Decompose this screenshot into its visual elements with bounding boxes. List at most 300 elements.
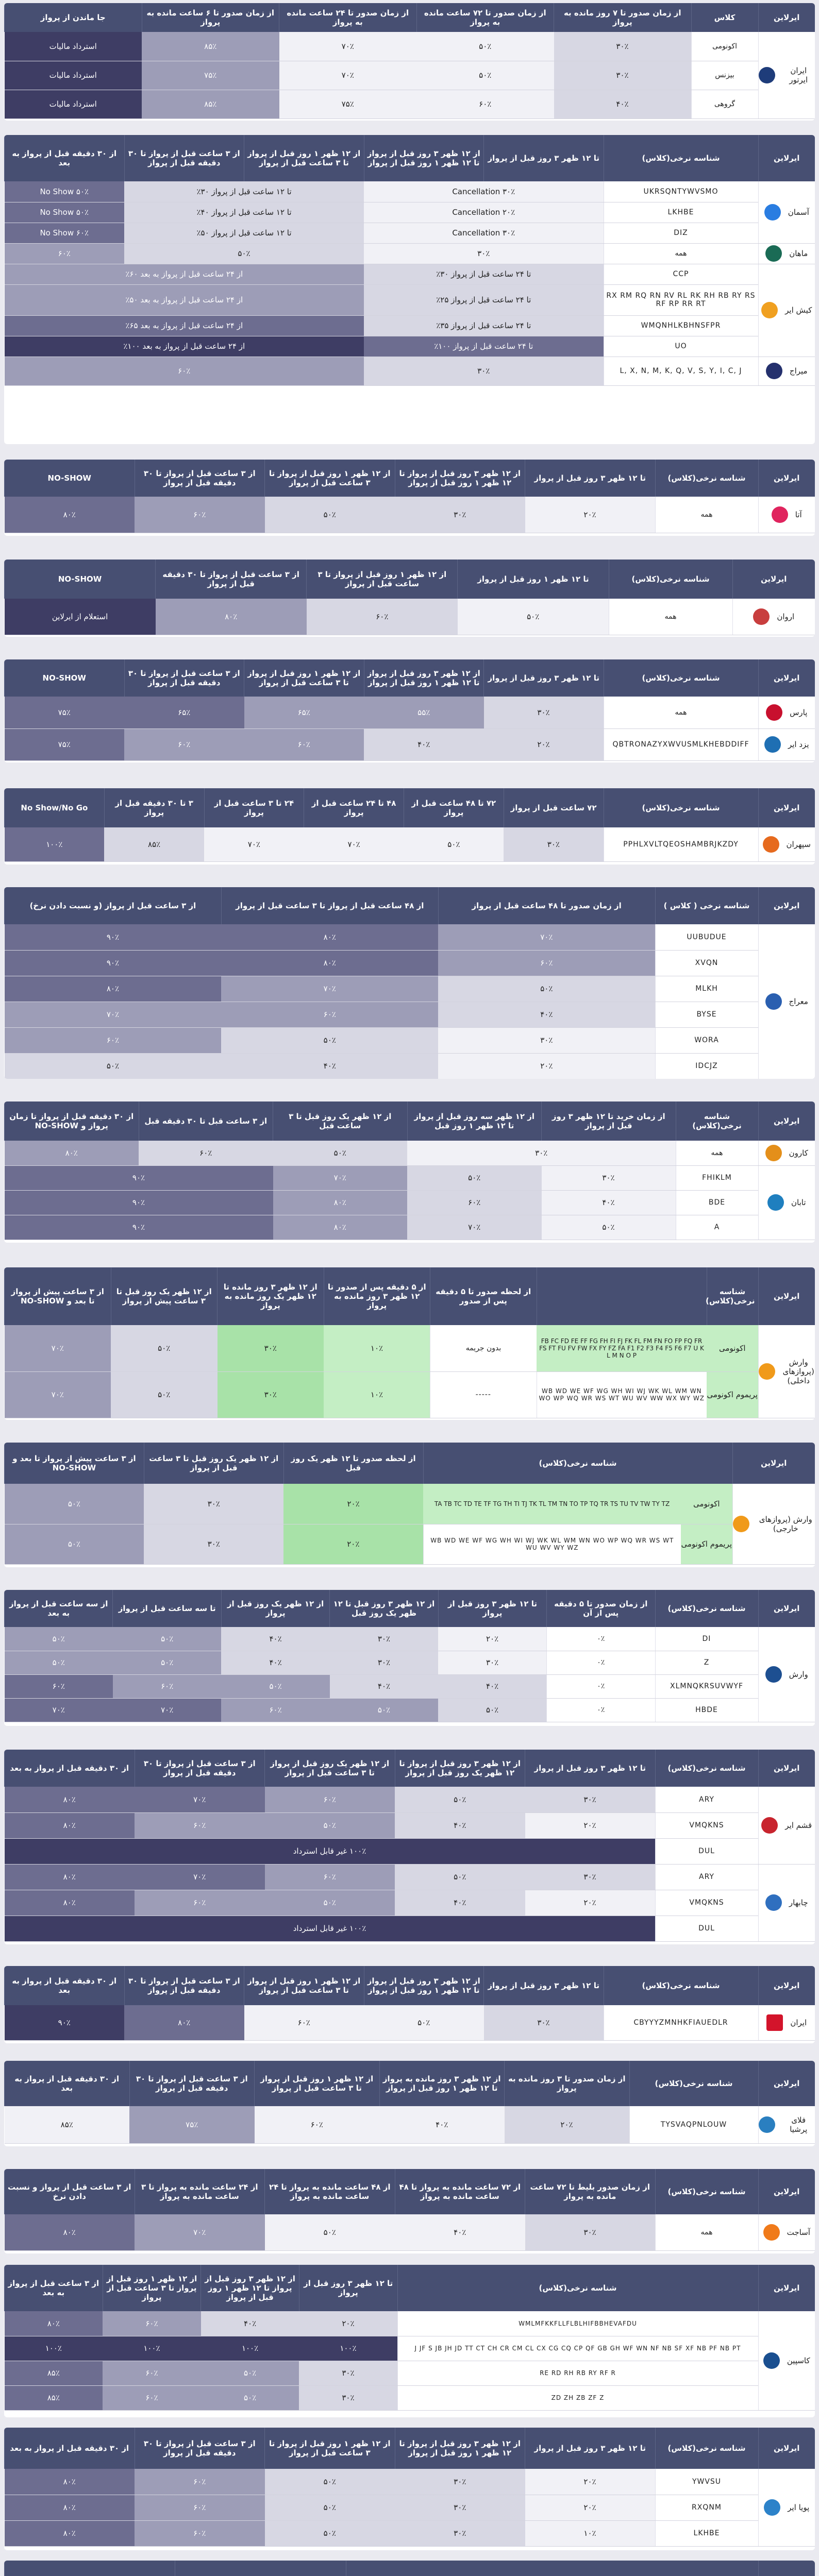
airline-cell: چابهار (758, 1864, 815, 1941)
cell: استرداد مالیات (5, 61, 142, 90)
th: از زمان صدور بلیط تا ۷۲ ساعت مانده به پرواز (525, 2169, 656, 2214)
th: تا سه ساعت قبل از پرواز (113, 1590, 221, 1627)
cell: ۱۰٪ (324, 1371, 430, 1418)
table-pouyaair (4, 2428, 815, 2550)
cell: ۵۰٪ (416, 32, 554, 61)
cell: J JF S JB JH JD TT CT CH CR CM CL CX CG CQ CP QF GB GH WF WN NF NB SF XF NB PF NB PT (397, 2336, 758, 2361)
th: از ۱۲ ظهر ۱ روز قبل از پرواز تا ۳ ساعت قبل از پرواز (307, 560, 458, 599)
th: ایرلاین (758, 2169, 815, 2214)
cell: ۳۰٪ (395, 2495, 525, 2520)
cell: XVQN (655, 950, 758, 976)
cell: استرداد مالیات (5, 32, 142, 61)
cell: ۰٪ (547, 1674, 655, 1698)
th: از زمان صدور تا ۲۴ ساعت مانده به پرواز (279, 3, 417, 32)
th: تا ۱۲ ظهر ۳ روز قبل از پرواز (525, 460, 656, 497)
airline-cell: آتا (758, 497, 815, 533)
cell: ۶۰٪ (135, 497, 265, 533)
cell: ۵۰٪ (395, 1787, 525, 1812)
th: از ۱۲ ظهر ۱ روز قبل از پرواز تا ۳ ساعت قبل از پرواز (244, 1966, 364, 2005)
cell: ۸۰٪ (5, 2495, 135, 2520)
th: از زمان صدور تا ۴۸ ساعت قبل از پرواز (438, 887, 655, 924)
cell: ۱۰٪ (525, 2520, 656, 2546)
airline-cell: سپهران (758, 827, 815, 861)
table-arvan (4, 560, 815, 637)
cell: ۸۰٪ (5, 2311, 103, 2336)
cell: اکونومی (707, 1325, 758, 1371)
cell: از ۲۴ ساعت قبل از پرواز به بعد ۵۰٪ (5, 284, 364, 315)
cell: ۶۰٪ (416, 90, 554, 118)
th (758, 2561, 815, 2576)
cell: ۷۰٪ (438, 924, 655, 950)
th: از لحظه صدور تا ۵ دقیقه پس از صدور (430, 1267, 537, 1325)
th: تا ۱۲ ظهر ۳ روز قبل از پرواز (484, 135, 604, 181)
th: شناسه نرخی(کلاس) (604, 659, 758, 697)
cell: ۴۰٪ (395, 2214, 525, 2250)
th: از ۱۲ ظهر سه روز قبل از پرواز تا ۱۲ ظهر ۱ روز قبل (407, 1101, 542, 1141)
th: از ۱۲ ظهر ۱ روز قبل از پرواز تا ۳ ساعت قبل از پرواز (265, 460, 395, 497)
cell: ۷۰٪ (5, 1002, 222, 1027)
cell: ۷۰٪ (304, 827, 404, 861)
cell: ۸۰٪ (5, 1864, 135, 1890)
cell: ۶۰٪ (407, 1190, 542, 1215)
cell: ۷۰٪ (5, 1698, 113, 1722)
th: شناسه نرخی(کلاس) (604, 788, 758, 827)
cell: ۶۰٪ (103, 2385, 201, 2410)
th: از ۴۸ ساعت مانده به پرواز تا ۲۴ ساعت مانده به پرواز (265, 2169, 395, 2214)
table-sepehran (4, 788, 815, 865)
cell: QBTRONAZYXWVUSMLKHEBDDIFF (604, 728, 758, 760)
cell: ۸۵٪ (142, 32, 279, 61)
airline-cell: وارش (پروازهای داخلی) (758, 1325, 815, 1418)
th: تا ۱۲ ظهر ۱ روز قبل از پرواز (458, 560, 609, 599)
cell: ۵۰٪ (265, 2469, 395, 2495)
th: از ۴۸ ساعت قبل از پرواز تا ۳ ساعت قبل از پرواز (221, 887, 438, 924)
cell: ۵۰٪ (330, 1698, 438, 1722)
th: ۷۲ تا ۴۸ ساعت قبل از پرواز (404, 788, 504, 827)
cell: پریموم اکونومی (707, 1371, 758, 1418)
cell: CBYYYZMNHKFIAUEDLR (604, 2005, 758, 2040)
cell: ۵۰٪ (458, 599, 609, 635)
cell: ۶۰٪ (135, 2520, 265, 2546)
th: از زمان صدور تا ۵ دقیقه پس از آن (547, 1590, 655, 1627)
cell: A (676, 1215, 758, 1240)
cell: UKRSQNTYWVSMO (604, 181, 758, 202)
cell: ۶۵٪ (124, 697, 244, 728)
pouyaair-logo-icon (764, 2499, 780, 2516)
th: از ۳ ساعت قبل از پرواز و نسبت دادن نرخ (5, 2169, 135, 2214)
cell: ۷۰٪ (204, 827, 304, 861)
cell: ARY (655, 1864, 758, 1890)
cell: ۳۰٪ (144, 1524, 283, 1564)
cell: WMQNHLKBHNSFPR (604, 315, 758, 336)
cell: ۴۰٪ (554, 90, 692, 118)
cell: ۶۰٪ (5, 1027, 222, 1053)
th: از ۳ ساعت قبل از پرواز تا ۳۰ دقیقه قبل از پرواز (135, 1750, 265, 1787)
table-varesh-domestic (4, 1267, 815, 1420)
miraj-logo-icon (766, 363, 782, 379)
cell: ۸۵٪ (142, 90, 279, 118)
cell: ۸۰٪ (5, 1812, 135, 1838)
cell: ۲۰٪ (283, 1484, 423, 1524)
th (537, 1267, 707, 1325)
cell: L, X, N, M, K, Q, V, S, Y, I, C, J (604, 357, 758, 385)
th: ایرلاین (758, 2265, 815, 2311)
cell: همه (655, 2214, 758, 2250)
arvan-logo-icon (753, 608, 770, 625)
th: از ۵ دقیقه پس از صدور تا ۱۲ ظهر ۳ روز مانده به پرواز (324, 1267, 430, 1325)
th: از زمان خرید تا ۱۲ ظهر ۳ روز قبل از پرواز (542, 1101, 676, 1141)
cell: ۴۰٪ (438, 1674, 546, 1698)
cell: ۳۰٪ (504, 827, 604, 861)
cell: Cancellation ۳۰٪ (364, 181, 604, 202)
table-caspian (4, 2265, 815, 2417)
cell: ۹۰٪ (5, 1165, 273, 1190)
taban-logo-icon (767, 1194, 784, 1211)
cell: ۲۰٪ (525, 2495, 656, 2520)
cell: ۸۰٪ (221, 924, 438, 950)
th: از ۳ ساعت قبل از پرواز تا ۳۰ دقیقه قبل از پرواز (135, 2428, 265, 2469)
th: ۴۸ تا ۲۴ ساعت قبل از پرواز (304, 788, 404, 827)
cell: ۴۰٪ (221, 1651, 329, 1674)
iranair-logo-icon (766, 2014, 783, 2031)
th: از ۳۰ دقیقه قبل از پرواز تا زمان پرواز و NO-SHOW (5, 1101, 139, 1141)
cell: ۸۰٪ (5, 1787, 135, 1812)
cell: DUL (655, 1838, 758, 1864)
cell: ۵۰٪ (273, 1141, 408, 1165)
cell: ۰٪ (547, 1651, 655, 1674)
cell: ۳۰٪ (364, 243, 604, 264)
th: ایرلاین (758, 788, 815, 827)
qeshmair-logo-icon (761, 1817, 778, 1834)
airline-logo-icon (759, 67, 775, 83)
cell: ۵۰٪ (5, 1053, 222, 1079)
th: از ۱۲ ظهر ۱ روز قبل از پرواز تا ۳ ساعت قبل از پرواز (265, 2428, 395, 2469)
cell: ۶۰٪ (135, 2469, 265, 2495)
airline-cell: معراج (758, 924, 815, 1079)
cell: ۶۰٪ (244, 728, 364, 760)
cell: WB WD WE WF WG WH WI WJ WK WL WM WN WO WP WQ WR WS WT WU WV WW WX WY WZ (537, 1371, 707, 1418)
cell: IDCJZ (655, 1053, 758, 1079)
th: از ۳ ساعت قبل از پرواز تا ۳۰ دقیقه قبل از پرواز (124, 135, 244, 181)
th: از زمان صدور تا ۳ روز مانده به پرواز (505, 2061, 630, 2106)
varesh-logo-icon (759, 1363, 775, 1380)
th: کلاس (691, 3, 758, 32)
cell: تا ۱۲ ساعت قبل از پرواز ۴۰٪ (124, 202, 364, 223)
cell: ۵۰٪ (542, 1215, 676, 1240)
airline-cell: کیش ایر (758, 264, 815, 357)
cell: ۳۰٪ (407, 1141, 676, 1165)
cell: ۵۰٪ (265, 1890, 395, 1916)
cell: RE RD RH RB RY RF R (397, 2361, 758, 2385)
cell: Z (655, 1651, 758, 1674)
airline-cell: وارش (پروازهای خارجی) (732, 1484, 815, 1564)
meraj-logo-icon (765, 993, 782, 1010)
cell: استرداد مالیات (5, 90, 142, 118)
yazdair-logo-icon (764, 736, 781, 753)
cell: همه (609, 599, 732, 635)
cell: ۳۰٪ (525, 1864, 656, 1890)
airline-cell: وارش (758, 1627, 815, 1722)
airline-cell: اروان (732, 599, 815, 635)
cell: ۷۰٪ (273, 1165, 408, 1190)
pars-logo-icon (766, 704, 782, 721)
cell: RXQNM (655, 2495, 758, 2520)
cell: ۴۰٪ (542, 1190, 676, 1215)
cell: همه (655, 497, 758, 533)
table-qeshm-chabahar (4, 1750, 815, 1944)
cell: LKHBE (655, 2520, 758, 2546)
cell: ۳۰٪ (364, 357, 604, 385)
flypersia-logo-icon (759, 2116, 775, 2133)
varesh-logo-icon (733, 1516, 749, 1532)
th: از ۳۰ دقیقه قبل از پرواز به بعد (5, 1966, 125, 2005)
airline-cell: فلای پرشیا (758, 2106, 815, 2143)
cell: ۳۰٪ (218, 1371, 324, 1418)
cell: ۴۰٪ (201, 2311, 299, 2336)
mahan-logo-icon (765, 245, 782, 262)
cell: FB FC FD FE FF FG FH FI FJ FK FL FM FN FO FP FQ FR FS FT FU FV FW FX FY FZ FA F1 F2 F3 F4 F5 F6 F7 U K L M N O P (537, 1325, 707, 1371)
cell: ۵۰٪ (404, 827, 504, 861)
cell: BDE (676, 1190, 758, 1215)
airline-cell: ایران ایرتور (758, 32, 815, 118)
th (175, 2561, 346, 2576)
cell: ۲۰٪ (505, 2106, 630, 2143)
cell: ۶۰٪ (113, 1674, 221, 1698)
th: NO-SHOW (5, 460, 135, 497)
cell: ۸۰٪ (5, 1890, 135, 1916)
cell: از ۲۴ ساعت قبل از پرواز به بعد ۶۰٪ (5, 264, 364, 284)
th: از زمان صدور تا ۶ ساعت مانده به پرواز (142, 3, 279, 32)
th: از ۳ ساعت قبل از پرواز تا ۳۰ دقیقه قبل از پرواز (129, 2061, 255, 2106)
table-iran (4, 1966, 815, 2043)
cell: PPHLXVLTQEOSHAMBRJKZDY (604, 827, 758, 861)
th: از ۱۲ ظهر ۱ روز قبل از پرواز تا ۳ ساعت قبل از پرواز (244, 135, 364, 181)
cell: ۴۰٪ (395, 1890, 525, 1916)
th: ایرلاین (758, 887, 815, 924)
th: ایرلاین (758, 1750, 815, 1787)
th: از ۳۰ دقیقه قبل از پرواز به بعد (5, 2061, 130, 2106)
th: از ۱۲ ظهر ۳ روز قبل از پرواز تا ۱۲ ظهر ۱ روز قبل از پرواز (364, 135, 484, 181)
cell: ۸۵٪ (5, 2385, 103, 2410)
th: از ۱۲ ظهر ۳ روز قبل از پرواز تا ۱۲ ظهر ۱ روز قبل از پرواز (364, 1966, 484, 2005)
cell: ۸۰٪ (273, 1190, 408, 1215)
cell: ۳۰٪ (525, 1787, 656, 1812)
cell: ۳۰٪ (525, 2214, 656, 2250)
cell: ۳۰٪ (330, 1651, 438, 1674)
th: از ۱۲ ظهر یک روز قبل تا ۳ ساعت قبل از پرواز (144, 1443, 283, 1484)
cell: WMLMFKKFLLFLBLHIFBBHEVAFDU (397, 2311, 758, 2336)
th: از ۳۰ دقیقه قبل از پرواز به بعد (5, 1750, 135, 1787)
cell: ۲۰٪ (438, 1053, 655, 1079)
th: شناسه نرخی(کلاس) (609, 560, 732, 599)
th: از ۷۲ ساعت مانده به پرواز تا ۴۸ ساعت مانده به پرواز (395, 2169, 525, 2214)
th: شناسه نرخی(کلاس) (655, 2169, 758, 2214)
th: از ۳ ساعت قبل از پرواز تا ۳۰ دقیقه قبل از پرواز (156, 560, 307, 599)
cell: ۷۰٪ (113, 1698, 221, 1722)
th: از ۱۲ ظهر ۳ روز قبل از پرواز تا ۱۲ ظهر ۱ روز قبل از پرواز (395, 460, 525, 497)
th: از لحظه صدور تا ۱۲ ظهر یک روز قبل (283, 1443, 423, 1484)
th: ایرلاین (758, 1267, 815, 1325)
cell: FHIKLM (676, 1165, 758, 1190)
cell: ۸۰٪ (5, 2520, 135, 2546)
ata-logo-icon (772, 506, 788, 523)
cell: همه (604, 243, 758, 264)
th: تا ۱۲ ظهر ۳ روز قبل از پرواز (484, 659, 604, 697)
th: تا ۱۲ ظهر ۳ روز قبل از پرواز (299, 2265, 397, 2311)
cell: ۵۰٪ (265, 1812, 395, 1838)
airline-cell: قشم ایر (758, 1787, 815, 1864)
th: از ۳ ساعت قبل از پرواز به بعد (5, 2265, 103, 2311)
th: ایرلاین (758, 1590, 815, 1627)
cell: MLKH (655, 976, 758, 1002)
cell: VMQKNS (655, 1812, 758, 1838)
th: از ۳ ساعت قبل از پرواز تا ۳۰ دقیقه قبل از پرواز (124, 659, 244, 697)
th: از ۱۲ ظهر ۳ روز مانده تا ۱۲ ظهر یک روز مانده به پرواز (218, 1267, 324, 1325)
cell: ۳۰٪ (438, 1027, 655, 1053)
cell: ۲۰٪ (525, 2469, 656, 2495)
cell: ۲۰٪ (525, 1890, 656, 1916)
cell: ۷۰٪ (407, 1215, 542, 1240)
th: ۷۲ ساعت قبل از پرواز (504, 788, 604, 827)
cell: ۱۰۰٪ (103, 2336, 201, 2361)
airline-cell: کارون (758, 1141, 815, 1165)
th: ایرلاین (758, 1966, 815, 2005)
cell: ۶۰٪ (135, 2495, 265, 2520)
table-flypersia (4, 2061, 815, 2146)
karun-logo-icon (765, 1145, 782, 1161)
th: ایرلاین (758, 460, 815, 497)
th: ایرلاین (732, 1443, 815, 1484)
th: از ۳۰ دقیقه قبل از پرواز به بعد (5, 2428, 135, 2469)
cell: ۴۰٪ (364, 728, 484, 760)
cell: تا ۲۴ ساعت قبل از پرواز ۳۵٪ (364, 315, 604, 336)
cell: ۵۰٪ (5, 1651, 113, 1674)
th: ۲۴ تا ۳ ساعت قبل از پرواز (204, 788, 304, 827)
cell: تا ۲۴ ساعت قبل از پرواز ۱۰۰٪ (364, 336, 604, 357)
cell: ۶۰٪ (5, 243, 125, 264)
airline-cell: میراج (758, 357, 815, 385)
airline-cell: آسمان (758, 181, 815, 243)
cell: ۹۰٪ (5, 2005, 125, 2040)
cell: از ۲۴ ساعت قبل از پرواز به بعد ۶۵٪ (5, 315, 364, 336)
cell: DUL (655, 1916, 758, 1941)
chabahar-logo-icon (765, 1894, 782, 1911)
th: شناسه نرخی(کلاس) (423, 1443, 732, 1484)
cell: ۶۰٪ (135, 1890, 265, 1916)
cell: ۲۰٪ (438, 1627, 546, 1651)
varesh-logo-icon (765, 1666, 782, 1683)
cell: ۱۰۰٪ غیر قابل استرداد (5, 1916, 656, 1941)
cell: ۵۰٪ (201, 2361, 299, 2385)
cell: ۷۰٪ (135, 2214, 265, 2250)
cell: ۶۰٪ (135, 1812, 265, 1838)
cell: ۶۰٪ (307, 599, 458, 635)
th: تا ۱۲ ظهر ۳ روز قبل از پرواز (525, 1750, 656, 1787)
cell: ۲۰٪ (484, 728, 604, 760)
table-aseman-mahan-kish (4, 135, 815, 444)
cell: ۴۰٪ (330, 1674, 438, 1698)
cell: ۷۵٪ (129, 2106, 255, 2143)
cell: No Show ۶۰٪ (5, 223, 125, 243)
th: از ۱۲ ظهر ۳ روز قبل از پرواز تا ۱۲ ظهر یک روز قبل از پرواز (395, 1750, 525, 1787)
cell: ۸۰٪ (5, 1141, 139, 1165)
cell: ۵۵٪ (364, 697, 484, 728)
table-ata (4, 460, 815, 536)
airline-cell: تابان (758, 1165, 815, 1240)
cell: ۵۰٪ (395, 1864, 525, 1890)
th: شناسه نرخی(کلاس) (655, 1590, 758, 1627)
cell: DI (655, 1627, 758, 1651)
cell: همه (676, 1141, 758, 1165)
cell: ۷۰٪ (135, 1864, 265, 1890)
cell: ۵۰٪ (111, 1325, 218, 1371)
cell: ۳۰٪ (554, 61, 692, 90)
cell: تا ۱۲ ساعت قبل از پرواز ۳۰٪ (124, 181, 364, 202)
cell: ۸۰٪ (273, 1215, 408, 1240)
cell: XLMNQKRSUVWYF (655, 1674, 758, 1698)
cell: ۲۰٪ (283, 1524, 423, 1564)
cell: ۴۰٪ (221, 1053, 438, 1079)
cell: ۴۰٪ (438, 1002, 655, 1027)
cell: ۸۰٪ (156, 599, 307, 635)
cell: ۳۰٪ (484, 2005, 604, 2040)
cell: ۳۰٪ (395, 2520, 525, 2546)
cell: ۴۰٪ (379, 2106, 505, 2143)
cell: ۵۰٪ (265, 497, 395, 533)
th: ایرلاین (758, 1101, 815, 1141)
th: از زمان صدور تا ۷۲ ساعت مانده به پرواز (416, 3, 554, 32)
th: از ۱۲ ظهر ۳ روز قبل از پرواز تا ۱۲ ظهر ۱ روز قبل از پرواز (395, 2428, 525, 2469)
th: از ۱۲ ظهر یک روز قبل از پرواز تا ۳ ساعت قبل از پرواز (265, 1750, 395, 1787)
th: از ۱۲ ظهر ۳ روز مانده به پرواز تا ۱۲ ظهر ۱ روز قبل از پرواز (379, 2061, 505, 2106)
airline-cell: کاسپین (758, 2311, 815, 2410)
cell: تا ۱۲ ساعت قبل از پرواز ۵۰٪ (124, 223, 364, 243)
cell: ۲۰٪ (525, 1812, 656, 1838)
cell: Cancellation ۲۰٪ (364, 202, 604, 223)
th (346, 2561, 758, 2576)
th: شناسه نرخی(کلاس) (655, 2428, 758, 2469)
cell: ۸۰٪ (5, 976, 222, 1002)
cell: ۹۰٪ (5, 924, 222, 950)
airline-cell: پارس (758, 697, 815, 728)
cell: ۱۰۰٪ (5, 827, 105, 861)
cell: ۶۵٪ (244, 697, 364, 728)
cell: ۶۰٪ (5, 1674, 113, 1698)
cell: ۸۰٪ (5, 497, 135, 533)
th: از ۳ ساعت قبل تا ۳۰ دقیقه قبل (139, 1101, 273, 1141)
cell: ZD ZH ZB ZF Z (397, 2385, 758, 2410)
cell: ۵۰٪ (265, 2495, 395, 2520)
table-pars-yazd (4, 659, 815, 762)
cell: CCP (604, 264, 758, 284)
cell: ۶۰٪ (221, 1698, 329, 1722)
cell: ۵۰٪ (221, 1674, 329, 1698)
cell: LKHBE (604, 202, 758, 223)
cell: ۹۰٪ (5, 950, 222, 976)
cell: ۶۰٪ (103, 2311, 201, 2336)
cell: ۸۰٪ (124, 2005, 244, 2040)
th: از ۱۲ ظهر یک روز قبل تا ۳ ساعت پیش از پرواز (111, 1267, 218, 1325)
cell: ۸۰٪ (221, 950, 438, 976)
cell: ۳۰٪ (542, 1165, 676, 1190)
th: ۳ تا ۳۰ دقیقه قبل از پرواز (104, 788, 204, 827)
th: شناسه نرخی(کلاس) (707, 1267, 758, 1325)
cell: ۸۰٪ (5, 2214, 135, 2250)
th: شناسه نرخی(کلاس) (397, 2265, 758, 2311)
table-meraj (4, 887, 815, 1079)
cell: ۳۰٪ (218, 1325, 324, 1371)
cell: از ۲۴ ساعت قبل از پرواز به بعد ۱۰۰٪ (5, 336, 364, 357)
